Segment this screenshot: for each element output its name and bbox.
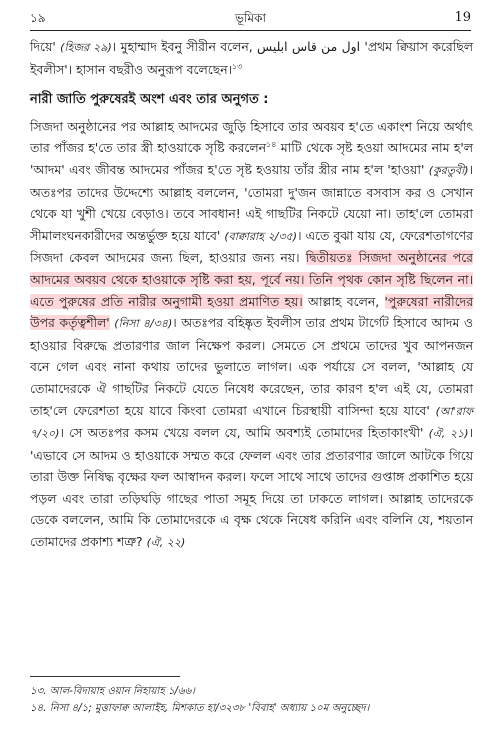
main-paragraph: সিজদা অনুষ্ঠানের পর আল্লাহ আদমের জুড়ি হিসাবে তার অবয়ব হ'তে একাংশ নিয়ে অর্থাৎ তার পাঁজর হ'তে তার স্ত্রী হাওয়াকে সৃষ্টি করলেন$^{১৪}$ মাটি থেকে সৃষ্ট হওয়া আদমের নাম হ'ল 'আদম' এবং জীবন্ত আদমের পাঁজর হ'তে সৃষ্ট হওয়ায় তাঁর স্ত্রীর নাম হ'ল 'হাওয়া' (কুরতুবী)। অতঃপর তাদের উদ্দেশ্যে আল্লাহ বললেন, 'তোমরা দু'জন জান্নাতে বসবাস কর ও সেখান থেকে যা খুশী খেয়ে বেড়াও। তবে সাবধান! এই গাছটির নিকটে যেয়ো না। তাহ'লে তোমরা সীমালংঘনকারীদের অন্তর্ভুক্ত হয়ে যাবে' (বাক্বারাহ ২/৩৫)। এতে বুঝা যায় যে, ফেরেশতাগণের সিজদা কেবল আদমের জন্য ছিল, হাওয়ার জন্য নয়। দ্বিতীয়তঃ সিজদা অনুষ্ঠানের পরে আদমের অবয়ব থেকে হাওয়াকে সৃষ্টি করা হয়, পূর্বে নয়। তিনি পৃথক কোন সৃষ্টি ছিলেন না। এতে পুরুষের প্রতি নারীর অনুগামী হওয়া প্রমাণিত হয়। আল্লাহ বলেন, 'পুরুষেরা নারীদের উপর কর্তৃত্বশীল' (নিসা ৪/৩৪)। অতঃপর বহিষ্কৃত ইবলীস তার প্রথম টার্গেট হিসাবে আদম ও হাওয়ার বিরুদ্ধে প্রতারণার জাল নিক্ষেপ করল। সেমতে সে প্রথমে তাদের খুব আপনজন বনে গেল এবং নানা কথায় তাদের ভুলাতে লাগল। এক পর্যায়ে সে বলল, 'আল্লাহ যে তোমাদেরকে ঐ গাছটির নিকটে যেতে নিষেধ করেছেন, তার কারণ হ'ল এই যে, তোমরা তাহ'লে ফেরেশতা হয়ে যাবে কিংবা তোমরা এখানে চিরস্থায়ী বাসিন্দা হয়ে যাবে' (আ'রাফ ৭/২০)। সে অতঃপর কসম খেয়ে বলল যে, আমি অবশ্যই তোমাদের হিতাকাংখী' (ঐ, ২১)। 'এভাবে সে আদম ও হাওয়াকে সম্মত করে ফেলল এবং তার প্রতারণার জালে আটকে গিয়ে তারা উক্ত নিষিদ্ধ বৃক্ষের ফল আস্বাদন করল। ফলে সাথে সাথে তাদের গুপ্তাঙ্গ প্রকাশিত হয়ে পড়ল এবং তারা তড়িঘড়ি গাছের পাতা সমূহ দিয়ে তা ঢাকতে লাগল। আল্লাহ তাদেরকে ডেকে বললেন, আমি কি তোমাদেরকে এ বৃক্ষ থেকে নিষেধ করিনি এবং বলিনি যে, শয়তান তোমাদের প্রকাশ্য শত্রু? (ঐ, ২২) xyxy=(30,118,474,550)
footnote-marker-14: ১৪ xyxy=(266,140,277,150)
footnote-marker-13: ১৩ xyxy=(232,61,243,71)
highlighted-quote: 'পুরুষেরা নারীদের উপর কর্তৃত্বশীল' xyxy=(30,293,474,331)
page-number-bengali: ১৯ xyxy=(30,11,46,25)
reference-nisa: (নিসা ৪/৩৪) xyxy=(114,317,173,331)
reference-ibid-22: (ঐ, ২২) xyxy=(146,536,186,550)
page-body xyxy=(30,36,473,554)
reference-qurtubi: (কুরতুবী) xyxy=(428,163,469,177)
page-header xyxy=(30,8,471,31)
reference-hijr: (হিজর ২৯) xyxy=(60,41,112,54)
arabic-quote: اول من قاس ابليس xyxy=(257,39,361,54)
page-number-arabic: 19 xyxy=(454,10,471,25)
footnote-13: ১৩. আল-বিদায়াহ ওয়ান নিহায়াহ ১/৬৬। xyxy=(30,686,195,697)
running-title: ভূমিকা xyxy=(235,11,266,25)
reference-ibid-21: (ঐ, ২১) xyxy=(428,427,469,441)
intro-paragraph: দিয়ে' (হিজর ২৯)। মুহাম্মাদ ইবনু সীরীন বলেন, اول من قاس ابليس 'প্রথম ক্বিয়াস করেছিল ইবলীস'। হাসান বছরীও অনুরূপ বলেছেন।$^{১৩}$ xyxy=(30,39,474,77)
footnote-14: ১৪. নিসা ৪/১; মুত্তাফাক্ব আলাইহ, মিশকাত হা/৩২৩৮ 'বিবাহ' অধ্যায় ১০ম অনুচ্ছেদ। xyxy=(30,703,370,714)
footnote-divider xyxy=(30,676,180,677)
highlighted-passage: দ্বিতীয়তঃ সিজদা অনুষ্ঠানের পরে আদমের অবয়ব থেকে হাওয়াকে সৃষ্টি করা হয়, পূর্বে নয়। তিনি পৃথক কোন সৃষ্টি ছিলেন না। এতে পুরুষের প্রতি নারীর অনুগামী হওয়া প্রমাণিত হয়। xyxy=(30,250,473,309)
section-heading: নারী জাতি পুরুষেরই অংশ এবং তার অনুগত : xyxy=(30,92,269,108)
reference-baqarah: (বাক্বারাহ ২/৩৫) xyxy=(224,229,298,243)
footnotes xyxy=(30,683,473,717)
reference-araf: (আ'রাফ ৭/২০) xyxy=(30,404,473,441)
